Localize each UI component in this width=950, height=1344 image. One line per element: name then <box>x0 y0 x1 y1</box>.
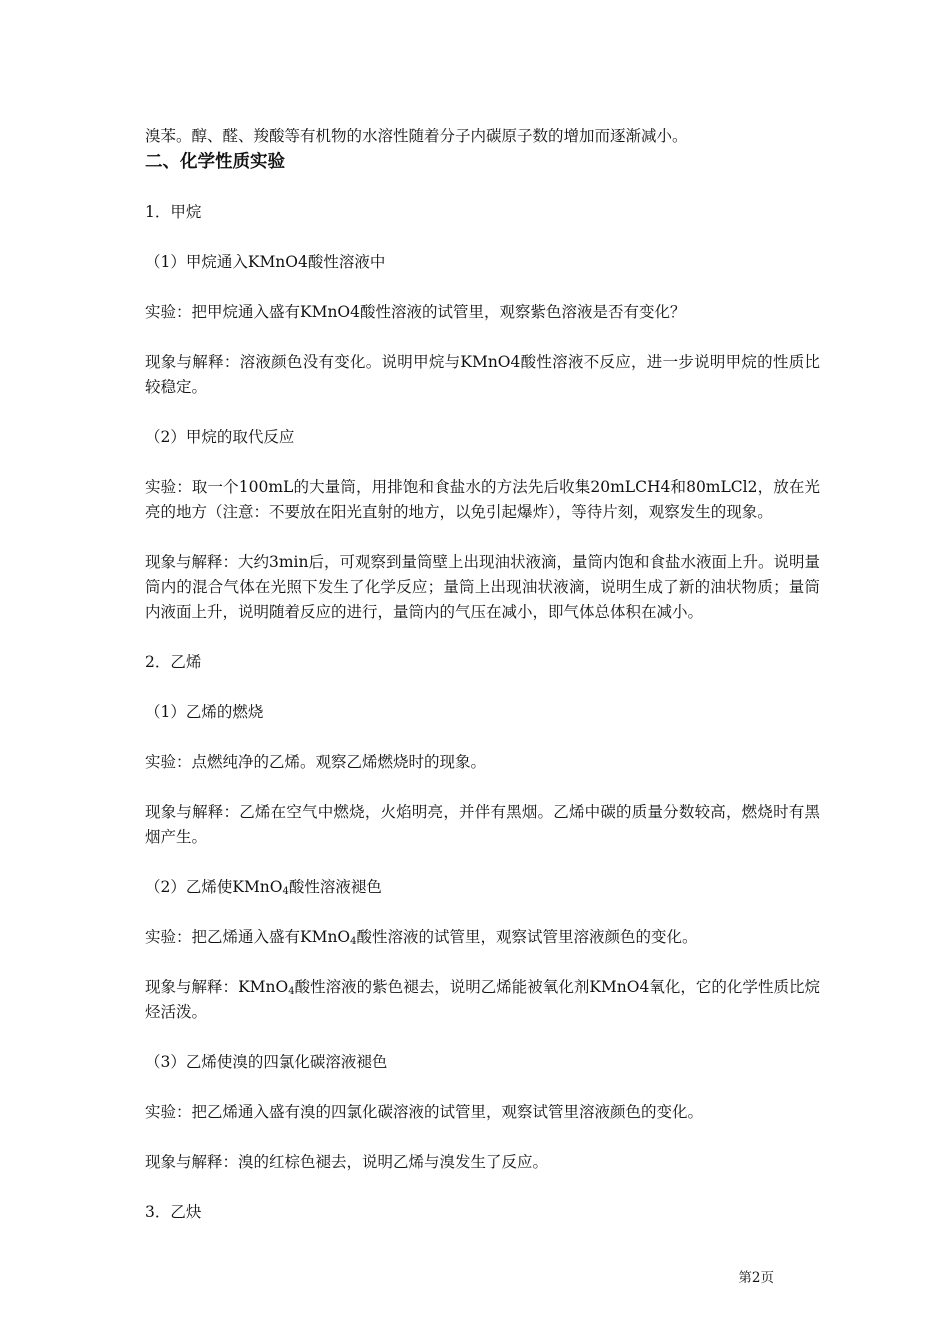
ethylene-sub2-title-part1: （2）乙烯使KMnO <box>145 878 283 896</box>
ethylene-sub3-experiment: 实验：把乙烯通入盛有溴的四氯化碳溶液的试管里，观察试管里溶液颜色的变化。 <box>145 1103 704 1121</box>
ethylene-sub2-observation-part2: 酸性溶液的紫色褪去，说明乙烯能被氧化剂KMnO4氧化，它的化学性质比烷烃活泼。 <box>145 978 820 1021</box>
methane-sub2-observation: 现象与解释：大约3min后，可观察到量筒壁上出现油状液滴，量筒内饱和食盐水液面上升。说明量筒内的混合气体在光照下发生了化学反应；量筒上出现油状液滴，说明生成了新的油状物质；量筒内液面上升，说明随着反应的进行，量筒内的气压在减小，即气体总体积在减小。 <box>145 553 821 621</box>
section-title: 二、化学性质实验 <box>145 152 285 172</box>
intro-paragraph: 溴苯。醇、醛、羧酸等有机物的水溶性随着分子内碳原子数的增加而逐渐减小。 <box>145 127 688 145</box>
methane-sub2-experiment: 实验：取一个100mL的大量筒，用排饱和食盐水的方法先后收集20mLCH4和80mLCl2，放在光亮的地方（注意：不要放在阳光直射的地方，以免引起爆炸），等待片刻，观察发生的现象。 <box>145 478 820 521</box>
ethylene-sub2-title-part2: 酸性溶液褪色 <box>288 878 382 896</box>
methane-sub2-title: （2）甲烷的取代反应 <box>145 428 295 446</box>
ethylene-sub2-title-subscript: 4 <box>282 886 289 897</box>
methane-heading: 1．甲烷 <box>145 203 202 221</box>
ethylene-sub1-observation: 现象与解释：乙烯在空气中燃烧，火焰明亮，并伴有黑烟。乙烯中碳的质量分数较高，燃烧时有黑烟产生。 <box>145 803 820 846</box>
methane-sub1-observation: 现象与解释：溶液颜色没有变化。说明甲烷与KMnO4酸性溶液不反应，进一步说明甲烷的性质比较稳定。 <box>145 353 820 396</box>
ethylene-sub2-observation-subscript: 4 <box>288 986 295 997</box>
methane-sub1-title: （1）甲烷通入KMnO4酸性溶液中 <box>145 253 386 271</box>
ethylene-sub2-experiment <box>145 925 820 950</box>
ethylene-sub2-experiment-subscript: 4 <box>350 936 357 947</box>
ethylene-sub1-title: （1）乙烯的燃烧 <box>145 703 264 721</box>
ethylene-sub2-experiment-part2: 酸性溶液的试管里，观察试管里溶液颜色的变化。 <box>356 928 698 946</box>
ethylene-sub2-title <box>145 875 820 900</box>
ethylene-sub3-title: （3）乙烯使溴的四氯化碳溶液褪色 <box>145 1053 388 1071</box>
acetylene-heading: 3．乙炔 <box>145 1203 202 1221</box>
ethylene-sub3-observation: 现象与解释：溴的红棕色褪去，说明乙烯与溴发生了反应。 <box>145 1153 549 1171</box>
ethylene-sub2-observation <box>145 975 820 1025</box>
ethylene-sub1-experiment: 实验：点燃纯净的乙烯。观察乙烯燃烧时的现象。 <box>145 753 487 771</box>
page-number: 第2页 <box>738 1270 774 1286</box>
document-body <box>145 124 820 1225</box>
ethylene-sub2-observation-part1: 现象与解释：KMnO <box>145 978 289 996</box>
methane-sub1-experiment: 实验：把甲烷通入盛有KMnO4酸性溶液的试管里，观察紫色溶液是否有变化？ <box>145 303 686 321</box>
ethylene-heading: 2．乙烯 <box>145 653 202 671</box>
ethylene-sub2-experiment-part1: 实验：把乙烯通入盛有KMnO <box>145 928 351 946</box>
